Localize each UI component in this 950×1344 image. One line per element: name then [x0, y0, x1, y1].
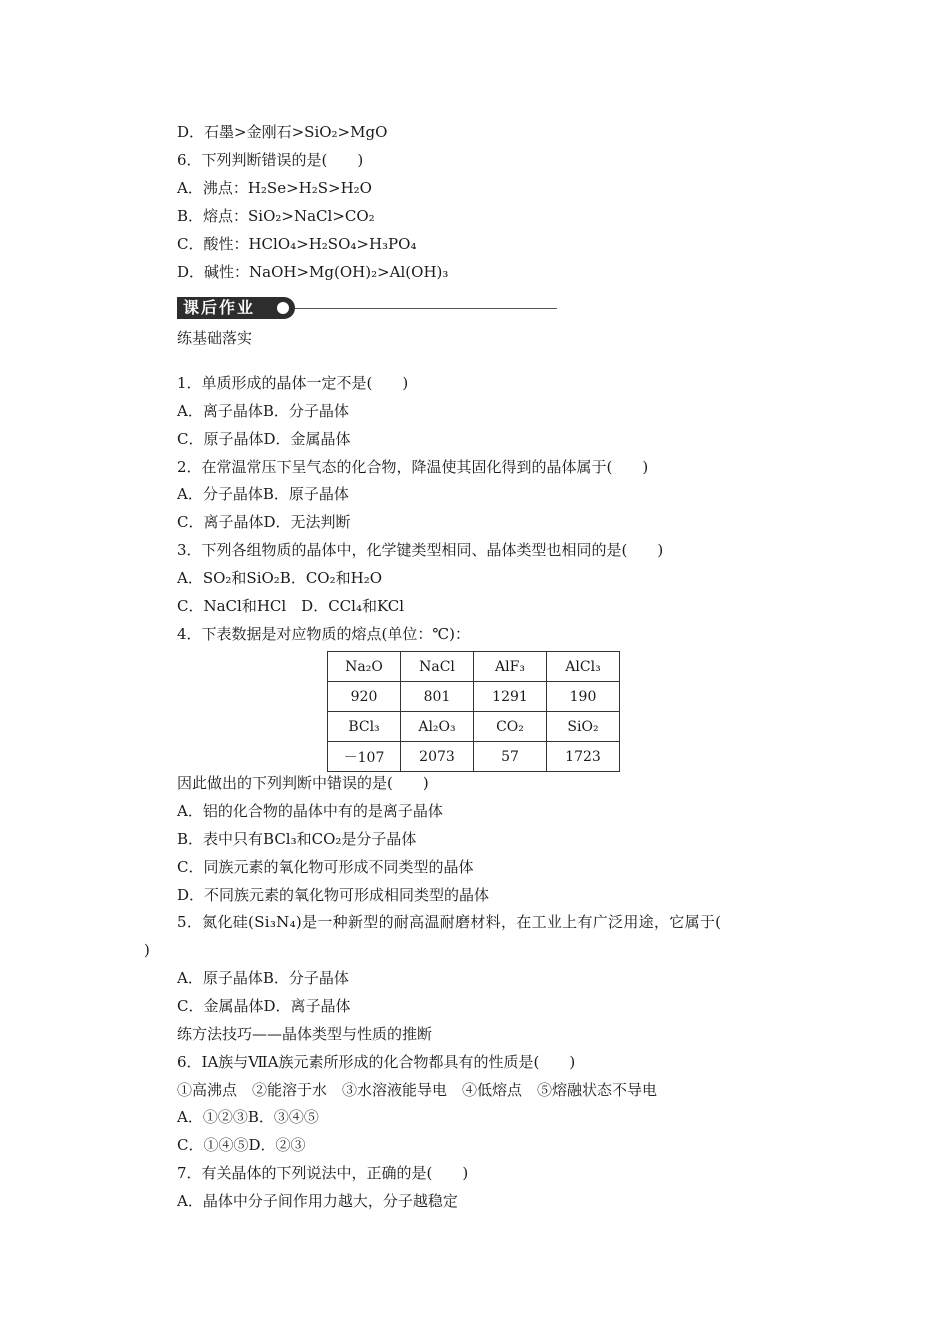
option-line: A．铝的化合物的晶体中有的是离子晶体: [177, 802, 443, 820]
table-cell: 57: [474, 742, 547, 772]
option-line: C．①④⑤D．②③: [177, 1136, 306, 1154]
subsection-title: 练基础落实: [177, 329, 253, 347]
question-line: 因此做出的下列判断中错误的是( ): [177, 774, 429, 792]
question-line: 7．有关晶体的下列说法中，正确的是( ): [177, 1164, 469, 1182]
section-header-banner: [177, 297, 295, 319]
option-line: C．金属晶体D．离子晶体: [177, 997, 351, 1015]
table-cell: 920: [328, 682, 401, 712]
table-cell: Na₂O: [328, 652, 401, 682]
option-line: C．同族元素的氧化物可形成不同类型的晶体: [177, 858, 474, 876]
question-line-wrap: ): [144, 941, 150, 959]
question-line: 6．ⅠA族与ⅦA族元素所形成的化合物都具有的性质是( ): [177, 1053, 576, 1071]
option-line: D．石墨>金刚石>SiO₂>MgO: [177, 123, 388, 141]
subsection-title: 练方法技巧——晶体类型与性质的推断: [177, 1025, 433, 1043]
table-cell: SiO₂: [547, 712, 620, 742]
option-line: C．NaCl和HCl D．CCl₄和KCl: [177, 597, 405, 615]
option-line: A．离子晶体B．分子晶体: [177, 402, 349, 420]
table-cell: 801: [401, 682, 474, 712]
question-line: 1．单质形成的晶体一定不是( ): [177, 374, 409, 392]
table-cell: Al₂O₃: [401, 712, 474, 742]
option-line: D．碱性：NaOH>Mg(OH)₂>Al(OH)₃: [177, 263, 449, 281]
table-cell: 190: [547, 682, 620, 712]
table-row: [328, 682, 620, 712]
option-line: B．表中只有BCl₃和CO₂是分子晶体: [177, 830, 417, 848]
question-line: 4．下表数据是对应物质的熔点(单位：℃)：: [177, 625, 471, 643]
option-line: A．原子晶体B．分子晶体: [177, 969, 349, 987]
table-cell: AlF₃: [474, 652, 547, 682]
question-line: 2．在常温常压下呈气态的化合物，降温使其固化得到的晶体属于( ): [177, 458, 649, 476]
option-line: A．分子晶体B．原子晶体: [177, 485, 349, 503]
option-line: C．离子晶体D．无法判断: [177, 513, 351, 531]
option-line: C．原子晶体D．金属晶体: [177, 430, 351, 448]
option-line: A．沸点：H₂Se>H₂S>H₂O: [177, 179, 372, 197]
question-line: 6．下列判断错误的是( ): [177, 151, 364, 169]
table-row: [328, 652, 620, 682]
table-cell: AlCl₃: [547, 652, 620, 682]
table-cell: NaCl: [401, 652, 474, 682]
option-line: C．酸性：HClO₄>H₂SO₄>H₃PO₄: [177, 235, 417, 253]
question-line: 5．氮化硅(Si₃N₄)是一种新型的耐高温耐磨材料，在工业上有广泛用途，它属于(: [177, 913, 722, 931]
table-cell: CO₂: [474, 712, 547, 742]
table-cell: －107: [328, 742, 401, 772]
table-row: [328, 742, 620, 772]
option-line: A．晶体中分子间作用力越大，分子越稳定: [177, 1192, 458, 1210]
option-line: A．SO₂和SiO₂B．CO₂和H₂O: [177, 569, 383, 587]
bullet-icon: [277, 302, 289, 314]
option-line: D．不同族元素的氧化物可形成相同类型的晶体: [177, 886, 490, 904]
section-header-title: 课后作业: [183, 298, 256, 317]
table-cell: 2073: [401, 742, 474, 772]
table-cell: BCl₃: [328, 712, 401, 742]
option-line: A．①②③B．③④⑤: [177, 1108, 319, 1126]
melting-point-table: [327, 651, 620, 772]
table-cell: 1291: [474, 682, 547, 712]
table-cell: 1723: [547, 742, 620, 772]
header-rule: [295, 308, 557, 309]
question-line: 3．下列各组物质的晶体中，化学键类型相同、晶体类型也相同的是( ): [177, 541, 664, 559]
table-row: [328, 712, 620, 742]
property-list: ①高沸点 ②能溶于水 ③水溶液能导电 ④低熔点 ⑤熔融状态不导电: [177, 1081, 658, 1099]
option-line: B．熔点：SiO₂>NaCl>CO₂: [177, 207, 375, 225]
